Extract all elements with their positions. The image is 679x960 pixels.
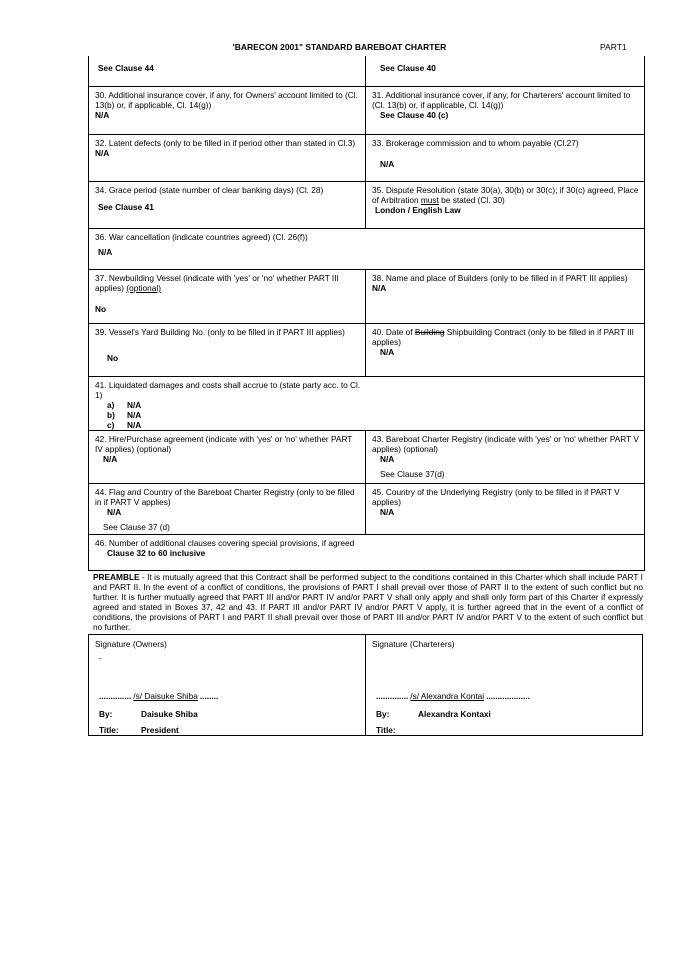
box-41-letter-b: b) xyxy=(107,410,115,420)
form-row-41 xyxy=(89,377,644,431)
owners-signature-label: Signature (Owners) xyxy=(95,639,167,649)
preamble xyxy=(93,572,643,632)
form-row-44-45 xyxy=(89,484,644,535)
box-40-label-struck: Building xyxy=(414,327,445,337)
box-41-item-b xyxy=(95,410,640,420)
form-row-34-35 xyxy=(89,182,644,229)
box-35-label-must: must xyxy=(420,195,439,205)
box-41-value-a: N/A xyxy=(127,400,142,410)
owners-signature-text: /s/ Daisuke Shiba xyxy=(133,691,198,701)
box-37 xyxy=(89,270,366,323)
box-40-label-b: Shipbuilding Contract (only to be filled in if PART III applies) xyxy=(372,327,634,347)
box-38-value: N/A xyxy=(372,283,387,293)
box-36-value: N/A xyxy=(98,247,113,257)
form-row-30-31 xyxy=(89,87,644,135)
box-37-value: No xyxy=(95,304,107,314)
box-36 xyxy=(89,229,644,269)
box-35-value: London / English Law xyxy=(375,205,461,215)
box-38-label: 38. Name and place of Builders (only to be filled in if PART III applies) xyxy=(372,273,628,283)
form-row-top xyxy=(89,56,644,87)
box-46-label: 46. Number of additional clauses covering special provisions, if agreed xyxy=(95,538,355,548)
charter-form xyxy=(88,56,645,571)
box-34 xyxy=(89,182,366,228)
box-34-label: 34. Grace period (state number of clear banking days) (Cl. 28) xyxy=(95,185,324,195)
box-35-label xyxy=(372,185,640,205)
document-title: 'BARECON 2001" STANDARD BAREBOAT CHARTER xyxy=(232,42,447,52)
box-41-value-b: N/A xyxy=(127,410,142,420)
box-39-value: No xyxy=(107,353,119,363)
box-41-letter-c: c) xyxy=(107,420,115,430)
box-44-note: See Clause 37 (d) xyxy=(103,522,170,532)
box-35 xyxy=(366,182,644,228)
box-45-label: 45. Country of the Underlying Registry (only to be filled in if PART V applies) xyxy=(372,487,620,507)
form-row-36 xyxy=(89,229,644,270)
box-37-label-optional: (optional) xyxy=(126,283,161,293)
owners-by xyxy=(99,709,198,719)
charterers-signature xyxy=(366,635,642,735)
box-40-label xyxy=(372,327,640,347)
box-44 xyxy=(89,484,366,534)
owners-signature-line: .............. /s/ Daisuke Shiba ........ xyxy=(99,691,219,701)
box-43-note: See Clause 37(d) xyxy=(380,469,445,479)
box-30 xyxy=(89,87,366,134)
charterers-signature-label: Signature (Charterers) xyxy=(372,639,455,649)
owners-by-label: By: xyxy=(99,709,113,719)
box-30-label: 30. Additional insurance cover, if any, for Owners' account limited to (Cl. 13(b) or, if applicable, Cl. 14(g)) xyxy=(95,90,358,110)
box-42-value: N/A xyxy=(103,454,118,464)
box-43-value: N/A xyxy=(380,454,395,464)
owners-title-value: President xyxy=(141,725,179,735)
box-29-value-cell xyxy=(89,56,366,86)
form-row-37-38 xyxy=(89,270,644,324)
box-41-item-c xyxy=(95,420,640,430)
form-row-39-40 xyxy=(89,324,644,377)
box-top-right-cell xyxy=(366,56,644,86)
box-37-label-a: 37. Newbuilding Vessel (indicate with 'yes' or 'no' whether PART III applies) xyxy=(95,273,339,293)
box-32-value: N/A xyxy=(95,148,110,158)
box-39 xyxy=(89,324,366,376)
box-42-label: 42. Hire/Purchase agreement (indicate with 'yes' or 'no' whether PART IV applies) (optional) xyxy=(95,434,353,454)
owners-signature xyxy=(89,635,366,735)
box-44-value: N/A xyxy=(107,507,122,517)
charterers-title xyxy=(376,725,418,735)
box-42 xyxy=(89,431,366,483)
charterers-signature-line: .............. /s/ Alexandra Kontai ................... xyxy=(376,691,530,701)
charterers-by xyxy=(376,709,491,719)
box-41-letter-a: a) xyxy=(107,400,115,410)
box-29-value: See Clause 44 xyxy=(98,63,154,73)
box-41 xyxy=(89,377,644,430)
box-45 xyxy=(366,484,644,534)
box-35-label-b: be stated (Cl. 30) xyxy=(438,195,505,205)
form-row-32-33 xyxy=(89,135,644,182)
box-34-value: See Clause 41 xyxy=(98,202,154,212)
charterers-by-label: By: xyxy=(376,709,390,719)
box-36-label: 36. War cancellation (indicate countries agreed) (Cl. 26(f)) xyxy=(95,232,308,242)
box-46 xyxy=(89,535,644,570)
box-40-label-a: 40. Date of xyxy=(372,327,415,337)
signature-block xyxy=(88,634,643,736)
box-33-label: 33. Brokerage commission and to whom payable (Cl.27) xyxy=(372,138,579,148)
charterers-title-label: Title: xyxy=(376,725,396,735)
box-33 xyxy=(366,135,644,181)
box-40 xyxy=(366,324,644,376)
box-31-label: 31. Additional insurance cover, if any, for Charterers' account limited to (Cl. 13(b) or, if applicable, Cl. 14(g)) xyxy=(372,90,631,110)
preamble-text: - It is mutually agreed that this Contract shall be performed subject to the conditions contained in this Charter which shall include PART I and PART II. In the event of a conflict of conditions, the provisions of PART I shall prevail over those of PART II to the extent of such conflict but no further. It is further mutually agreed that PART III and/or PART IV and/or PART V shall only apply and shall only form part of this Charter if expressly agreed and stated in Boxes 37, 42 and 43. If PART III and/or PART IV and/or PART V apply, it is further agreed that in the event of a conflict of conditions, the provisions of PART I and PART II shall prevail over those of PART III and/or PART IV and/or PART V to the extent of such conflict but no further. xyxy=(93,572,643,632)
box-46-value: Clause 32 to 60 inclusive xyxy=(107,548,206,558)
box-30-value: N/A xyxy=(95,110,110,120)
form-row-46 xyxy=(89,535,644,571)
box-41-value-c: N/A xyxy=(127,420,142,430)
form-row-42-43 xyxy=(89,431,644,484)
box-43 xyxy=(366,431,644,483)
box-45-value: N/A xyxy=(380,507,395,517)
box-37-label xyxy=(95,273,361,293)
part-label: PART1 xyxy=(600,42,627,52)
box-32 xyxy=(89,135,366,181)
box-39-label: 39. Vessel's Yard Building No. (only to be filled in if PART III applies) xyxy=(95,327,345,337)
box-40-value: N/A xyxy=(380,347,395,357)
charterers-by-value: Alexandra Kontaxi xyxy=(418,709,491,719)
box-41-item-a xyxy=(95,400,640,410)
preamble-heading: PREAMBLE xyxy=(93,572,140,582)
owners-by-value: Daisuke Shiba xyxy=(141,709,198,719)
box-31 xyxy=(366,87,644,134)
charterers-signature-text: /s/ Alexandra Kontai xyxy=(410,691,485,701)
box-43-label: 43. Bareboat Charter Registry (indicate with 'yes' or 'no' whether PART V applies) (optional) xyxy=(372,434,639,454)
box-44-label: 44. Flag and Country of the Bareboat Charter Registry (only to be filled in if PART V applies) xyxy=(95,487,355,507)
box-35-label-a: 35. Dispute Resolution (state 30(a), 30(b) or 30(c); if 30(c) agreed, Place of Arbitration xyxy=(372,185,639,205)
box-31-value: See Clause 40 (c) xyxy=(380,110,449,120)
owners-title-label: Title: xyxy=(99,725,119,735)
box-top-right-value: See Clause 40 xyxy=(380,63,436,73)
box-33-value: N/A xyxy=(380,159,395,169)
box-41-label: 41. Liquidated damages and costs shall accrue to (state party acc. to Cl. 1) xyxy=(95,380,361,400)
box-38 xyxy=(366,270,644,323)
owners-dash: - xyxy=(99,653,102,663)
box-32-label: 32. Latent defects (only to be filled in if period other than stated in Cl.3) xyxy=(95,138,356,148)
owners-title xyxy=(99,725,179,735)
